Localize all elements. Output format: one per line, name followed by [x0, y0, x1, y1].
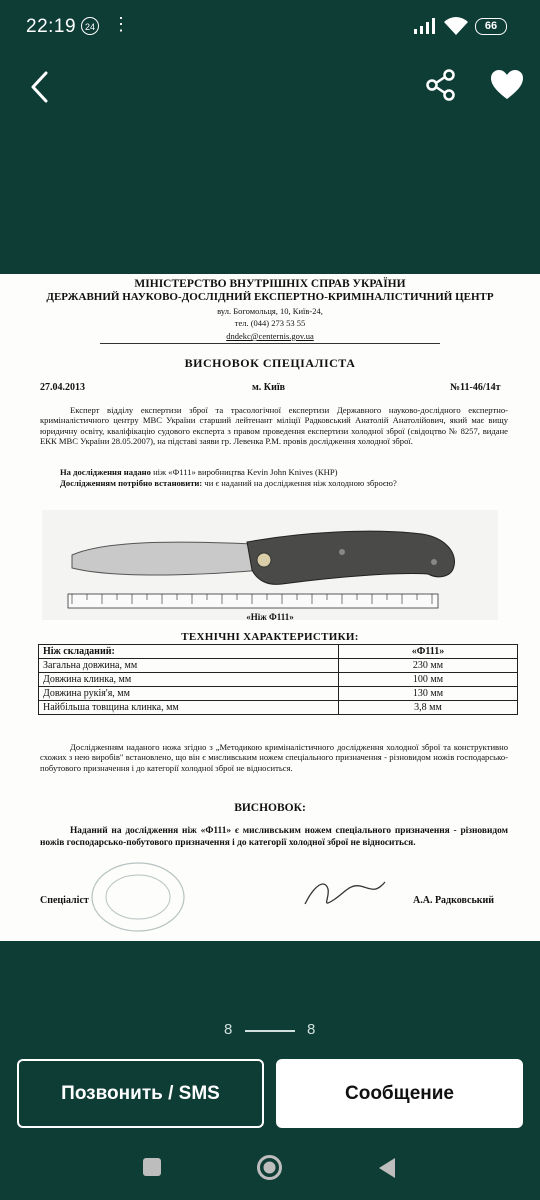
document-image[interactable] [0, 274, 540, 941]
doc-question [40, 478, 508, 488]
doc-provided [40, 467, 508, 477]
doc-number: №11-46/14т [450, 382, 501, 393]
status-time: 22:19 [26, 16, 77, 37]
signer-name: А.А. Радковський [413, 895, 495, 906]
home-icon[interactable] [256, 1154, 283, 1181]
table-row [39, 673, 518, 687]
doc-question-label: Дослідженням потрібно встановити: [60, 478, 203, 488]
wifi-icon [444, 17, 468, 36]
stamp-seal [88, 859, 188, 934]
spec-label: Ніж складаний: [39, 645, 339, 659]
doc-provided-text: ніж «Ф111» виробництва Kevin John Knives (КНР) [153, 467, 338, 477]
favorite-heart-icon[interactable] [489, 67, 525, 103]
spec-value: «Ф111» [339, 645, 518, 659]
spec-label: Загальна довжина, мм [39, 659, 339, 673]
signature [300, 874, 390, 914]
spec-value: 130 мм [339, 687, 518, 701]
doc-date: 27.04.2013 [40, 382, 85, 393]
spec-label: Найбільша товщина клинка, мм [39, 701, 339, 715]
pager-divider [245, 1030, 295, 1032]
header-divider [100, 343, 440, 344]
doc-research: Дослідженням наданого ножа згідно з „Методикою криміналістичного дослідження холодної зброї та конструктивно схожих з нею виробів" встановлено, що він є мисливським ножем спеціального призначення - різновидом ножів господарсько-побутового призначення і до категорії холодної зброї не відноситься. [40, 742, 508, 773]
status-bar [0, 0, 540, 56]
battery-indicator: 66 [475, 18, 507, 35]
pager-total: 8 [307, 1021, 316, 1038]
spec-title: ТЕХНІЧНІ ХАРАКТЕРИСТИКИ: [181, 631, 359, 643]
conclusion-title: ВИСНОВОК: [234, 802, 306, 814]
message-button[interactable]: Сообщение [276, 1059, 523, 1128]
spec-table [38, 644, 518, 715]
pager-current: 8 [224, 1021, 233, 1038]
doc-question-text: чи є наданий на дослідження ніж холодною зброєю? [204, 478, 397, 488]
spec-value: 230 мм [339, 659, 518, 673]
signer-role: Спеціаліст [40, 895, 89, 906]
notification-badge: 24 [81, 17, 99, 35]
top-app-bar [0, 56, 540, 120]
doc-email: dndekc@centernis.gov.ua [226, 331, 314, 341]
nav-back-icon[interactable] [377, 1157, 397, 1179]
recent-apps-icon[interactable] [143, 1158, 161, 1176]
doc-intro: Експерт відділу експертизи зброї та трасологічної експертизи Державного науково-дослідного експертно-криміналістичного центру МВС України старший лейтенант міліції Радковський Анатолій Анатолійович, який має вищу юридичну освіту, кваліфікацію судового експерта з правом проведення експертизи холодної зброї (свідоцтво № 8257, видане ЕКК МВС України 28.05.2007), на підставі заяви гр. Левенка Р.М. провів дослідження холодної зброї. [40, 405, 508, 447]
doc-phone: тел. (044) 273 53 55 [234, 318, 306, 328]
table-row [39, 645, 518, 659]
image-pager [0, 1021, 540, 1041]
signal-icon [413, 18, 437, 35]
doc-ministry: МІНІСТЕРСТВО ВНУТРІШНІХ СПРАВ УКРАЇНИ [134, 278, 406, 290]
doc-address: вул. Богомольця, 10, Київ-24, [217, 306, 323, 316]
doc-provided-label: На дослідження надано [60, 467, 151, 477]
knife-caption: «Ніж Ф111» [246, 612, 294, 622]
table-row [39, 687, 518, 701]
spec-value: 3,8 мм [339, 701, 518, 715]
spec-label: Довжина рукія'я, мм [39, 687, 339, 701]
spec-value: 100 мм [339, 673, 518, 687]
table-row [39, 659, 518, 673]
conclusion-text: Наданий на дослідження ніж «Ф111» є мисливським ножем спеціального призначення - різновидом ножів господарсько-побутового призначення і до категорії холодної зброї не відноситься. [40, 826, 508, 848]
doc-city: м. Київ [252, 382, 286, 393]
doc-center: ДЕРЖАВНИЙ НАУКОВО-ДОСЛІДНИЙ ЕКСПЕРТНО-КРИМІНАЛІСТИЧНИЙ ЦЕНТР [46, 291, 494, 303]
table-row [39, 701, 518, 715]
call-sms-button[interactable]: Позвонить / SMS [17, 1059, 264, 1128]
spec-label: Довжина клинка, мм [39, 673, 339, 687]
doc-title: ВИСНОВОК СПЕЦІАЛІСТА [184, 356, 356, 370]
knife-photo [42, 510, 498, 620]
share-icon[interactable] [424, 68, 458, 102]
back-arrow-icon[interactable] [26, 70, 56, 104]
more-notifications-icon: ⋮ [112, 14, 130, 34]
system-nav-bar [0, 1140, 540, 1200]
